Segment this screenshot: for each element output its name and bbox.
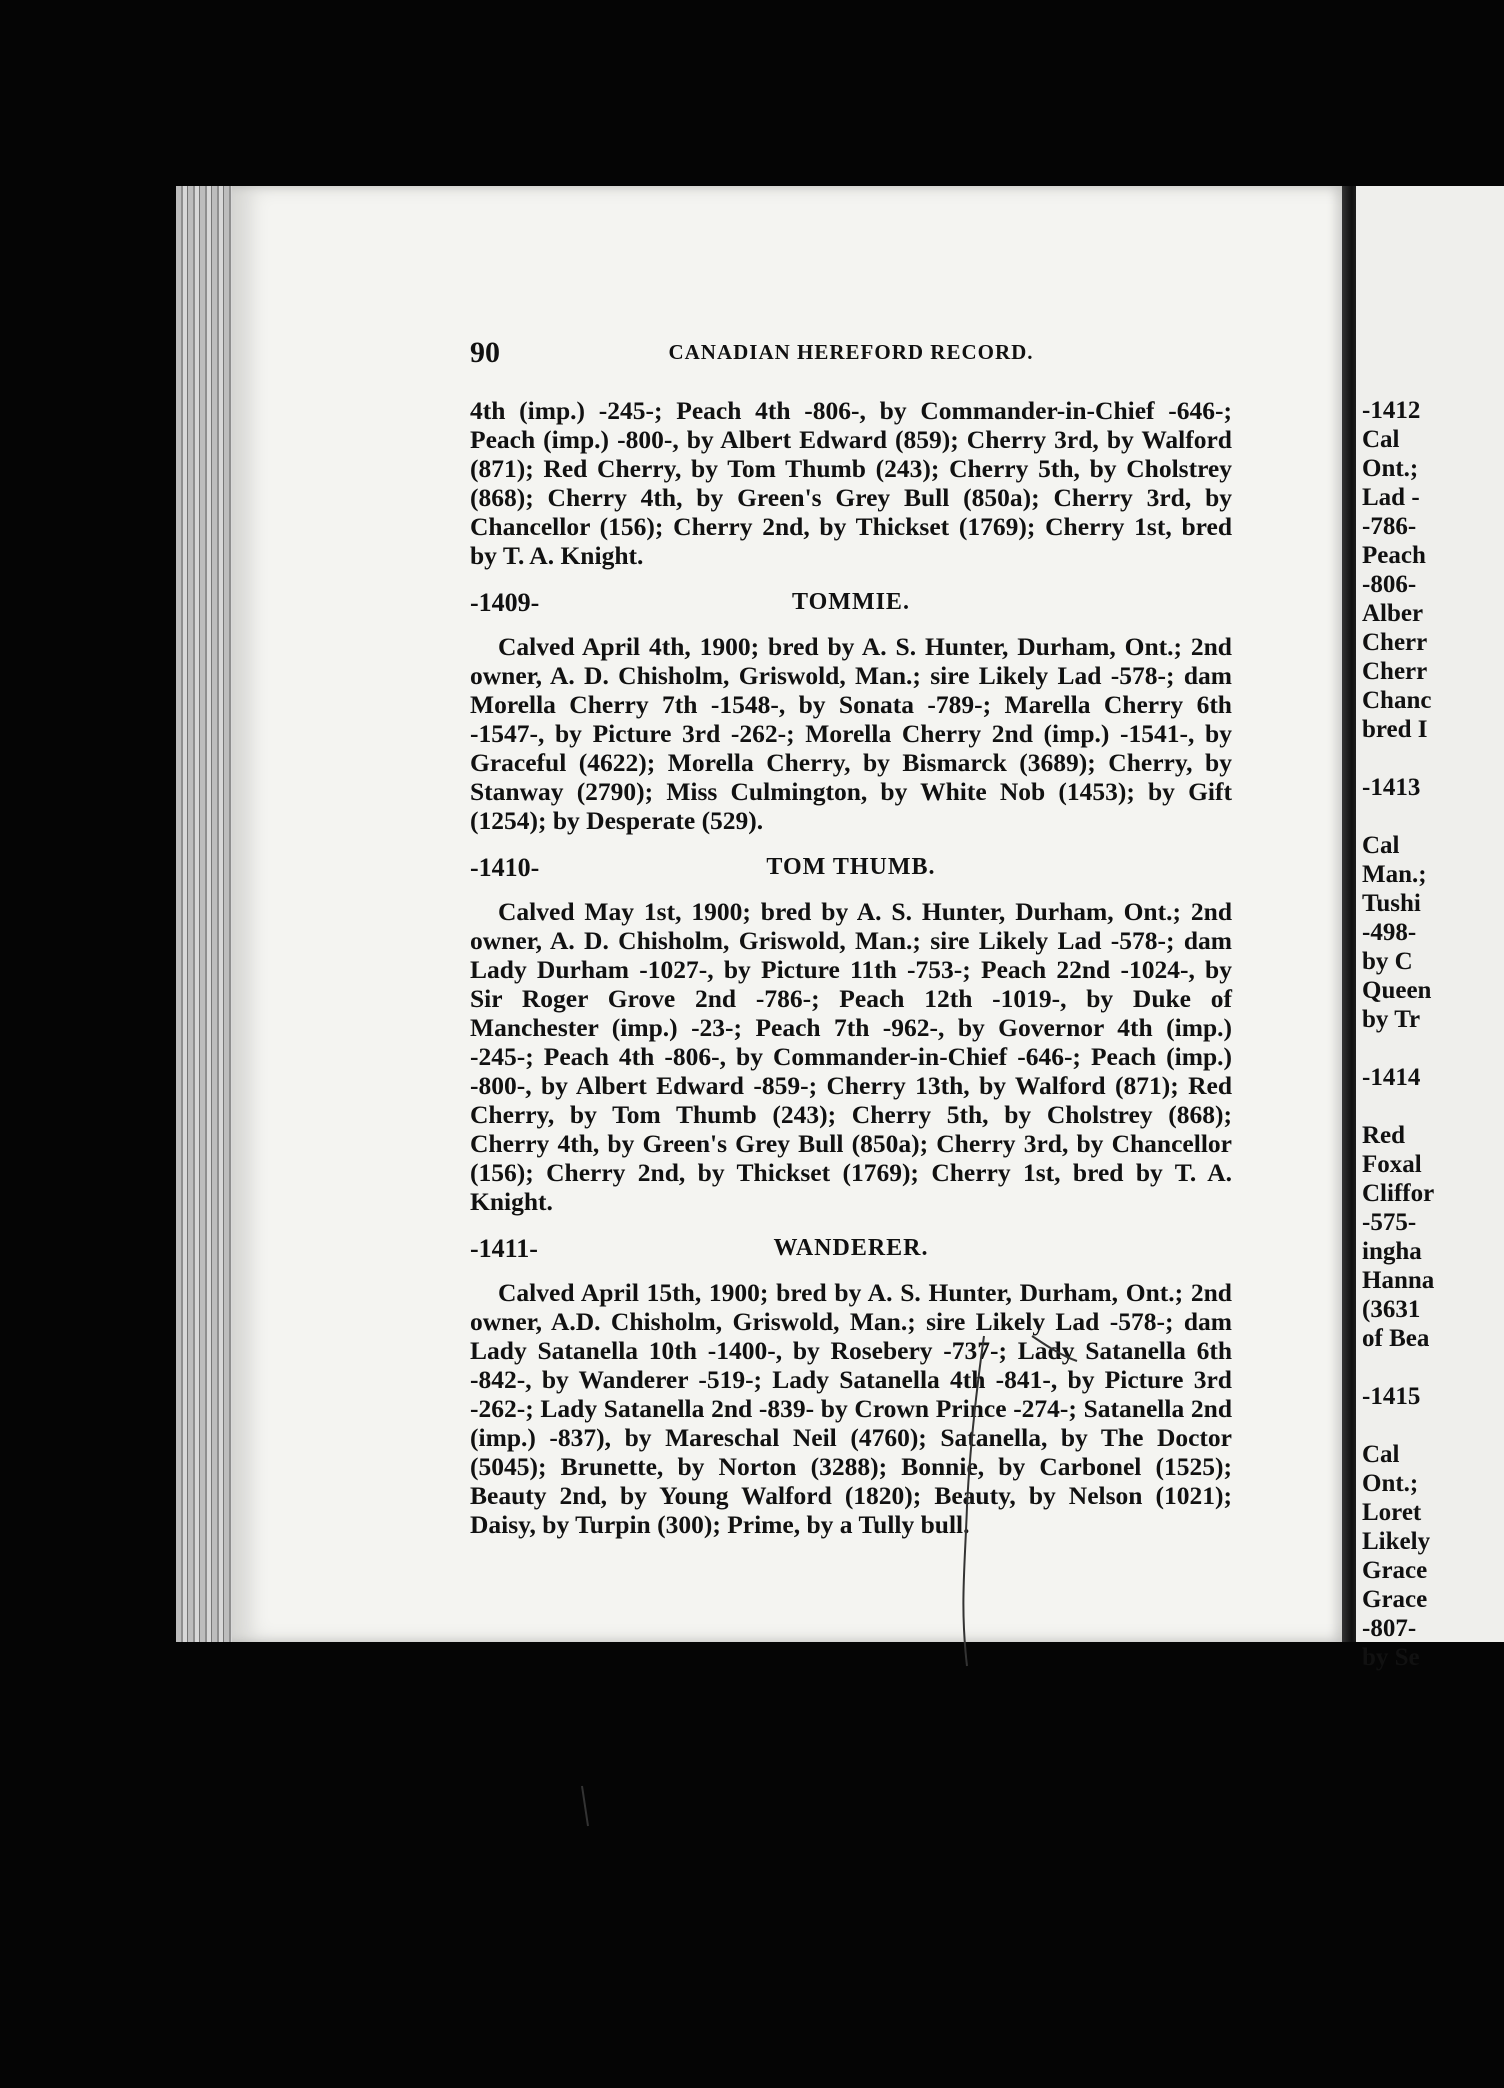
running-title: CANADIAN HEREFORD RECORD.	[668, 340, 1034, 364]
right-page-line: Hanna	[1362, 1267, 1435, 1294]
right-page-line: Cal	[1362, 832, 1400, 859]
right-page-line: Cliffor	[1362, 1180, 1435, 1207]
right-page-line: Man.;	[1362, 861, 1427, 888]
entry-name: WANDERER.	[773, 1235, 929, 1261]
right-page-line	[1362, 802, 1502, 831]
right-page-line: Queen	[1362, 977, 1432, 1004]
pencil-mark-svg	[232, 186, 1342, 1642]
right-page-line	[1362, 1411, 1502, 1440]
right-page-line	[1362, 1092, 1502, 1121]
right-page-line: Peach	[1362, 542, 1426, 569]
right-page-line: Ont.;	[1362, 455, 1419, 482]
right-page-line: by Se	[1362, 1644, 1420, 1671]
right-page-line: Lad -	[1362, 484, 1420, 511]
right-page-line: of Bea	[1362, 1325, 1430, 1352]
entry-number: -1409-	[470, 588, 540, 617]
right-page-line	[1362, 744, 1502, 773]
right-page-line: -1415	[1362, 1383, 1421, 1410]
right-page-line: -575-	[1362, 1209, 1417, 1236]
page-number: 90	[470, 336, 500, 369]
right-page-line: bred I	[1362, 716, 1428, 743]
right-page-line: -1412	[1362, 397, 1421, 424]
right-page-line	[1362, 1034, 1502, 1063]
page-stack-edges	[176, 186, 234, 1642]
right-page-line: Chanc	[1362, 687, 1432, 714]
right-page-line: Ont.;	[1362, 1470, 1419, 1497]
right-page-line: -1414	[1362, 1064, 1421, 1091]
right-page-line: Red	[1362, 1122, 1406, 1149]
right-page-line: Cherr	[1362, 629, 1428, 656]
entry-paragraph: Calved May 1st, 1900; bred by A. S. Hunter, Durham, Ont.; 2nd owner, A. D. Chisholm, Griswold, Man.; sire Likely Lad -578-; dam Lady Durham -1027-, by Picture 11th -753-; Peach 22nd -1024-, by Sir Roger Grove 2nd -786-; Peach 12th -1019-, by Duke of Manchester (imp.) -23-; Peach 7th -962-, by Governor 4th (imp.) -245-; Peach 4th -806-, by Commander-in-Chief -646-; Peach (imp.) -800-, by Albert Edward -859-; Cherry 13th, by Walford (871); Red Cherry, by Tom Thumb (243); Cherry 5th, by Cholstrey (868); Cherry 4th, by Green's Grey Bull (850a); Cherry 3rd, by Chancellor (156); Cherry 2nd, by Thickset (1769); Cherry 1st, bred by T. A. Knight.	[470, 897, 1232, 1216]
right-page-text	[1362, 396, 1502, 1672]
right-page-line: Grace	[1362, 1586, 1428, 1613]
right-page-line: by C	[1362, 948, 1413, 975]
entry-number: -1410-	[470, 853, 540, 882]
right-page-fragment	[1356, 186, 1504, 1671]
right-page-line: Cal	[1362, 1441, 1400, 1468]
entry-name: TOM THUMB.	[766, 854, 936, 880]
right-page-line: Loret	[1362, 1499, 1422, 1526]
right-page-line: -786-	[1362, 513, 1417, 540]
entry-paragraph: Calved April 4th, 1900; bred by A. S. Hunter, Durham, Ont.; 2nd owner, A. D. Chisholm, Griswold, Man.; sire Likely Lad -578-; dam Morella Cherry 7th -1548-, by Sonata -789-; Marella Cherry 6th -1547-, by Picture 3rd -262-; Morella Cherry 2nd (imp.) -1541-, by Graceful (4622); Morella Cherry, by Bismarck (3689); Cherry, by Stanway (2790); Miss Culmington, by White Nob (1453); by Gift (1254); by Desperate (529).	[470, 632, 1232, 835]
entry-paragraph: Calved April 15th, 1900; bred by A. S. Hunter, Durham, Ont.; 2nd owner, A.D. Chisholm, Griswold, Man.; sire Likely Lad -578-; dam Lady Satanella 10th -1400-, by Rosebery -737-; Lady Satanella 6th -842-, by Wanderer -519-; Lady Satanella 4th -841-, by Picture 3rd -262-; Lady Satanella 2nd -839- by Crown Prince -274-; Satanella 2nd (imp.) -837), by Mareschal Neil (4760); Satanella, by The Doctor (5045); Brunette, by Norton (3288); Bonnie, by Carbonel (1525); Beauty 2nd, by Young Walford (1820); Beauty, by Nelson (1021); Daisy, by Turpin (300); Prime, by a Tully bull.	[470, 1278, 1232, 1539]
right-page-line: -498-	[1362, 919, 1417, 946]
left-page	[232, 186, 1342, 1642]
entry-name: TOMMIE.	[792, 589, 910, 615]
right-page-line: -1413	[1362, 774, 1421, 801]
right-page-line: -807-	[1362, 1615, 1417, 1642]
right-page-line: Grace	[1362, 1557, 1428, 1584]
right-page-line: by Tr	[1362, 1006, 1421, 1033]
right-page-line: Cherr	[1362, 658, 1428, 685]
right-page-line	[1362, 1353, 1502, 1382]
right-page-line: Tushi	[1362, 890, 1421, 917]
right-page-line: Cal	[1362, 426, 1400, 453]
right-page-line: (3631	[1362, 1296, 1421, 1323]
right-page-line: Foxal	[1362, 1151, 1422, 1178]
continuation-paragraph: 4th (imp.) -245-; Peach 4th -806-, by Commander-in-Chief -646-; Peach (imp.) -800-, by Albert Edward (859); Cherry 3rd, by Walford (871); Red Cherry, by Tom Thumb (243); Cherry 5th, by Cholstrey (868); Cherry 4th, by Green's Grey Bull (850a); Cherry 3rd, by Chancellor (156); Cherry 2nd, by Thickset (1769); Cherry 1st, bred by T. A. Knight.	[470, 396, 1232, 570]
entry-number: -1411-	[470, 1234, 538, 1263]
right-page-line: Alber	[1362, 600, 1424, 627]
right-page-line: ingha	[1362, 1238, 1422, 1265]
right-page-line: Likely	[1362, 1528, 1431, 1555]
right-page-line: -806-	[1362, 571, 1417, 598]
